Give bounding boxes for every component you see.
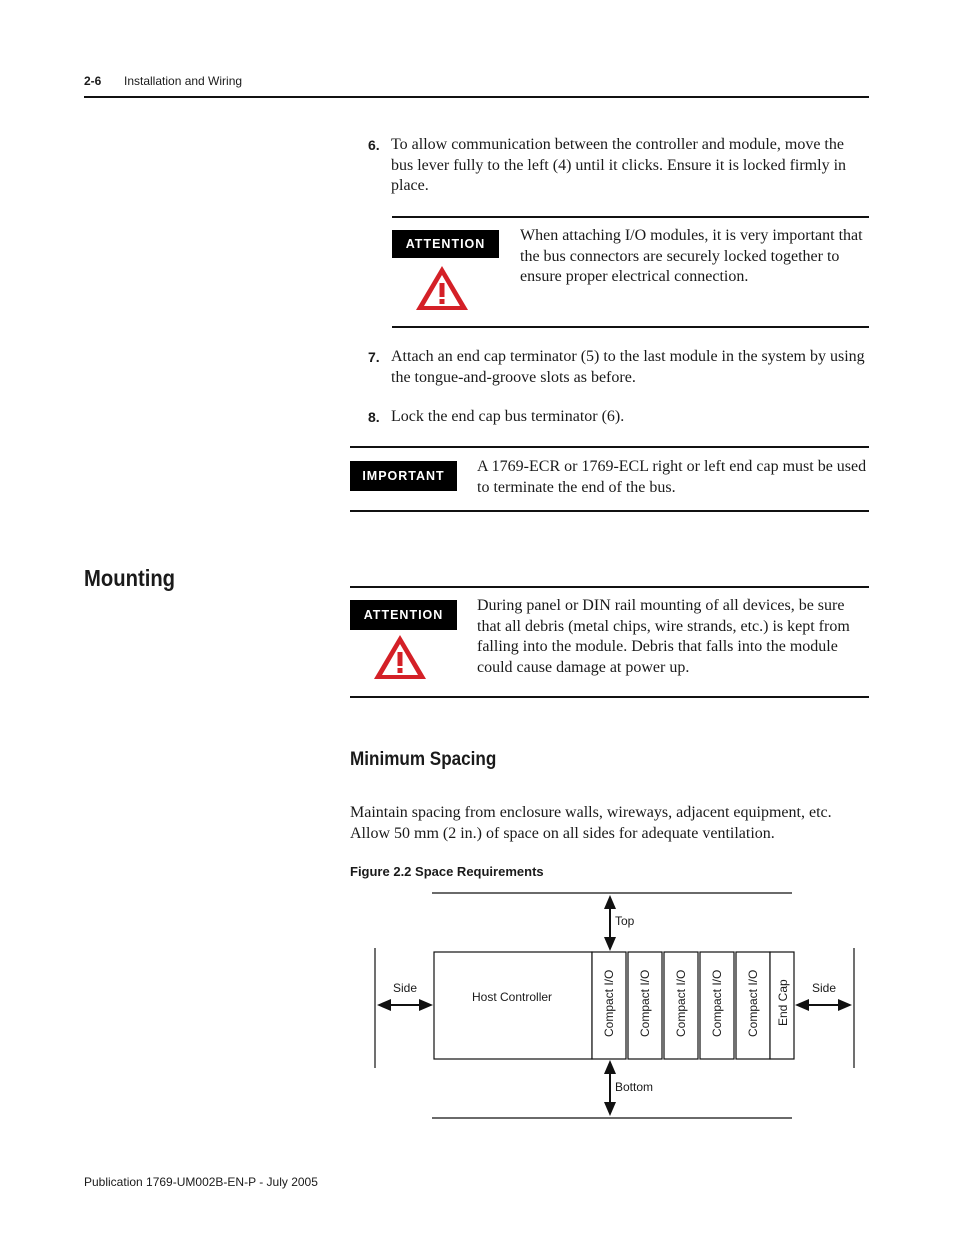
module-label: Compact I/O [746, 969, 760, 1037]
right-side-arrow-icon [795, 999, 852, 1011]
notice-rule-top [392, 216, 869, 218]
attention-badge: ATTENTION [350, 600, 457, 630]
module-label: Compact I/O [674, 969, 688, 1037]
module-label: Compact I/O [710, 969, 724, 1037]
attention-text: When attaching I/O modules, it is very important that the bus connectors are securely locked together to ensure proper electrical connection. [520, 227, 863, 285]
warning-triangle-icon [372, 632, 428, 682]
step-text: Lock the end cap bus terminator (6). [391, 408, 625, 425]
side-right-label: Side [812, 981, 837, 995]
step-number: 7. [368, 349, 380, 365]
running-header [84, 74, 243, 88]
host-controller-box [434, 952, 592, 1059]
module-label: Compact I/O [602, 969, 616, 1037]
page-number: 2-6 [84, 74, 102, 88]
warning-triangle-icon [414, 263, 470, 313]
important-badge: IMPORTANT [350, 461, 457, 491]
step-6 [368, 135, 868, 197]
step-text: Attach an end cap terminator (5) to the last module in the system by using the tongue-and-groove slots as before. [391, 348, 865, 386]
step-number: 6. [368, 137, 380, 153]
figure-caption: Figure 2.2 Space Requirements [350, 864, 544, 879]
notice-rule-top [350, 446, 869, 448]
notice-rule-bottom [350, 510, 869, 512]
step-7 [368, 347, 868, 388]
mounting-heading: Mounting [84, 565, 176, 591]
end-cap-label: End Cap [776, 979, 790, 1026]
host-controller-label: Host Controller [472, 990, 553, 1004]
header-rule [84, 96, 869, 98]
top-label: Top [615, 914, 635, 928]
step-text: To allow communication between the controller and module, move the bus lever fully to the left (4) until it clicks. Ensure it is locked firmly in place. [391, 136, 847, 194]
module-label: Compact I/O [638, 969, 652, 1037]
notice-rule-bottom [350, 696, 869, 698]
section-title: Installation and Wiring [124, 74, 243, 88]
bottom-label: Bottom [615, 1080, 654, 1094]
attention-badge: ATTENTION [392, 230, 499, 258]
notice-rule-top [350, 586, 869, 588]
important-text: A 1769-ECR or 1769-ECL right or left end cap must be used to terminate the end of the bus. [477, 458, 867, 496]
min-spacing-heading: Minimum Spacing [350, 749, 497, 770]
notice-rule-bottom [392, 326, 869, 328]
step-number: 8. [368, 409, 380, 425]
left-side-arrow-icon [377, 999, 433, 1011]
min-spacing-text: Maintain spacing from enclosure walls, wireways, adjacent equipment, etc. Allow 50 mm (2 in.) of space on all sides for adequate ventilation. [350, 804, 832, 842]
attention-text: During panel or DIN rail mounting of all devices, be sure that all debris (metal chips, wire strands, etc.) is kept from falling into the module. Debris that falls into the module could cause damage at power up. [477, 597, 850, 676]
space-requirements-diagram [360, 885, 870, 1130]
step-8 [368, 407, 868, 428]
side-left-label: Side [393, 981, 418, 995]
publication-footer: Publication 1769-UM002B-EN-P - July 2005 [84, 1175, 318, 1189]
